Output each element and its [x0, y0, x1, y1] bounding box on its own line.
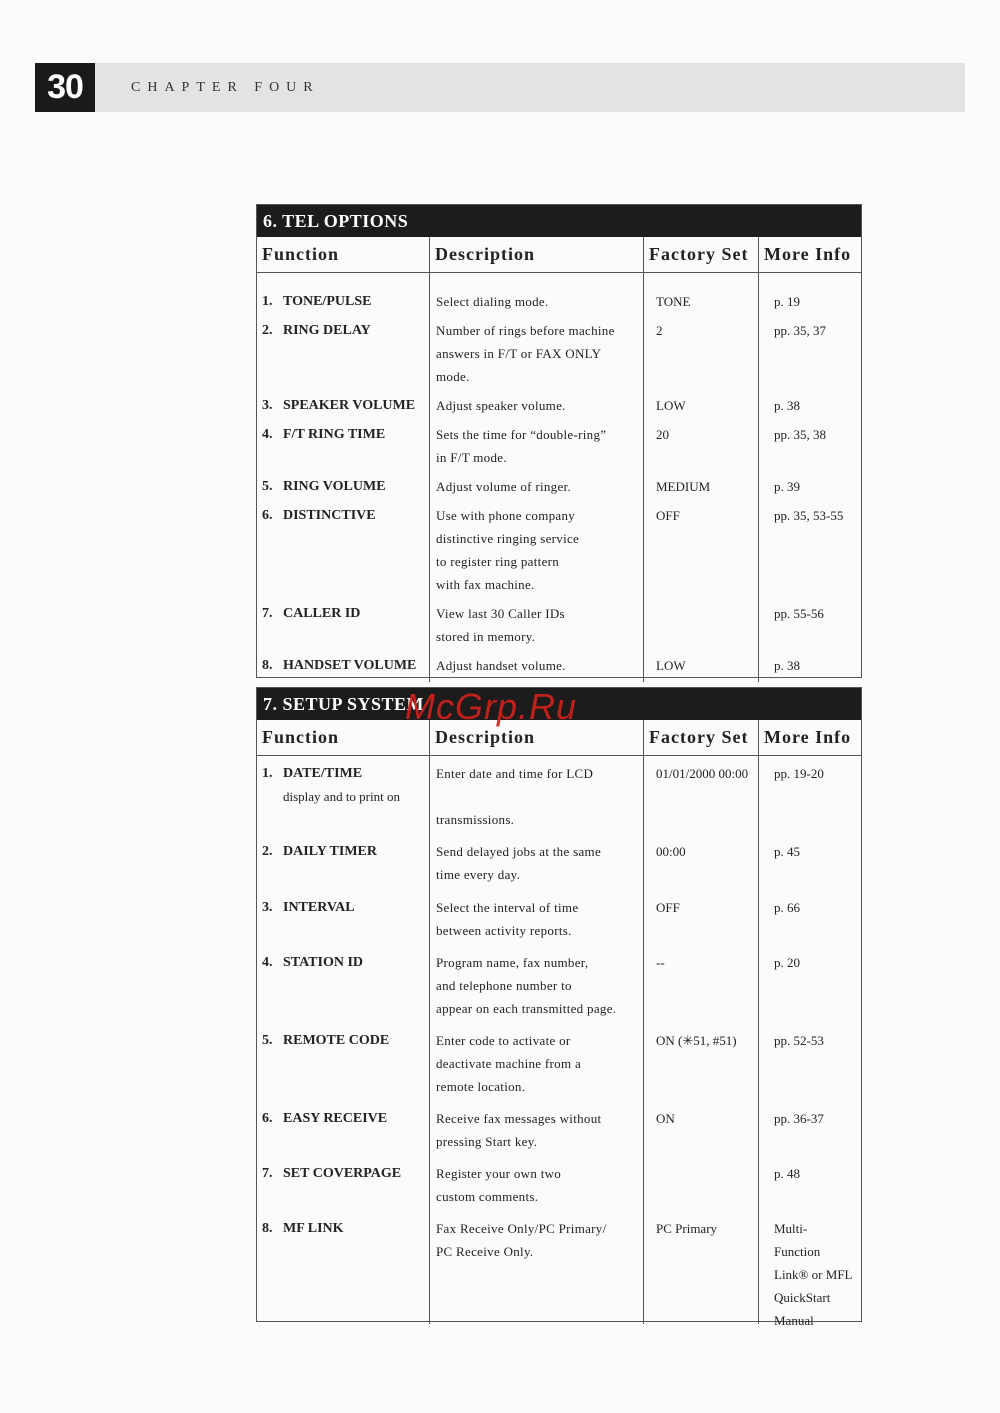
more-info-line: Multi-: [774, 1221, 808, 1236]
description-line: Enter date and time for LCD: [436, 766, 594, 781]
description-line: Enter code to activate or: [436, 1033, 571, 1048]
description-line: pressing Start key.: [436, 1134, 538, 1149]
function-cell: [257, 1217, 430, 1332]
function-cell: [257, 1107, 430, 1153]
description-cell: [430, 290, 644, 313]
factory-set-cell: LOW: [656, 658, 686, 673]
col-factory-set: Factory Set: [644, 237, 759, 272]
more-info-line: p. 19: [774, 294, 800, 309]
more-info-cell: [759, 654, 861, 677]
description-line: Fax Receive Only/PC Primary/: [436, 1221, 607, 1236]
more-info-line: Manual: [774, 1313, 814, 1328]
more-info-line: p. 20: [774, 955, 800, 970]
description-line: with fax machine.: [436, 577, 535, 592]
more-info-line: QuickStart: [774, 1290, 831, 1305]
row-number: 6.: [262, 1111, 273, 1126]
description-line: mode.: [436, 369, 470, 384]
row-number: 4.: [262, 427, 273, 442]
table-header: [257, 237, 861, 273]
factory-set-cell: ON: [656, 1111, 675, 1126]
row-number: 8.: [262, 1221, 273, 1236]
description-cell: [430, 762, 644, 831]
function-name: INTERVAL: [283, 900, 355, 915]
more-info-line: p. 48: [774, 1166, 800, 1181]
table-row: [257, 602, 861, 648]
factory-set-cell: 20: [656, 427, 669, 442]
factory-set-cell: ON (✳51, #51): [656, 1033, 737, 1048]
col-description: Description: [430, 720, 644, 755]
description-line: Adjust volume of ringer.: [436, 479, 572, 494]
description-cell: [430, 840, 644, 886]
factory-set-cell: 00:00: [656, 844, 686, 859]
table-title: 7. SETUP SYSTEM: [257, 688, 861, 720]
description-line: PC Receive Only.: [436, 1244, 534, 1259]
description-cell: [430, 602, 644, 648]
table-title: 6. TEL OPTIONS: [257, 205, 861, 237]
description-line: to register ring pattern: [436, 554, 560, 569]
function-name: STATION ID: [283, 955, 364, 970]
description-cell: [430, 504, 644, 596]
more-info-cell: [759, 319, 861, 388]
function-cell: [257, 475, 430, 498]
factory-set-cell: [644, 602, 759, 648]
description-cell: [430, 654, 644, 677]
description-line: answers in F/T or FAX ONLY: [436, 346, 602, 361]
more-info-line: pp. 52-53: [774, 1033, 824, 1048]
function-name: RING DELAY: [283, 323, 371, 338]
row-number: 1.: [262, 294, 273, 309]
function-cell: [257, 394, 430, 417]
description-line: Receive fax messages without: [436, 1111, 602, 1126]
table-row: [257, 951, 861, 1020]
description-cell: [430, 423, 644, 469]
row-number: 2.: [262, 323, 273, 338]
more-info-cell: [759, 840, 861, 886]
function-cell: [257, 319, 430, 388]
row-number: 4.: [262, 955, 273, 970]
row-number: 5.: [262, 479, 273, 494]
function-cell: [257, 504, 430, 596]
function-name: DISTINCTIVE: [283, 508, 376, 523]
function-subtext: display and to print on: [283, 789, 400, 804]
table-row: [257, 1107, 861, 1153]
table-row: [257, 762, 861, 831]
more-info-line: pp. 35, 37: [774, 323, 826, 338]
function-name: HANDSET VOLUME: [283, 658, 417, 673]
more-info-line: p. 66: [774, 900, 800, 915]
table-row: [257, 319, 861, 388]
table-row: [257, 475, 861, 498]
description-line: and telephone number to: [436, 978, 572, 993]
more-info-line: pp. 35, 53-55: [774, 508, 844, 523]
description-cell: [430, 1217, 644, 1332]
col-more-info: More Info: [764, 244, 852, 264]
description-line: Use with phone company: [436, 508, 576, 523]
description-line: stored in memory.: [436, 629, 536, 644]
col-function: Function: [257, 237, 430, 272]
table-row: [257, 1217, 861, 1332]
description-line: time every day.: [436, 867, 521, 882]
description-line: Adjust speaker volume.: [436, 398, 566, 413]
table-body: [257, 756, 861, 1328]
more-info-line: pp. 35, 38: [774, 427, 826, 442]
description-line: Adjust handset volume.: [436, 658, 566, 673]
table-row: [257, 840, 861, 886]
factory-set-cell: PC Primary: [656, 1221, 718, 1236]
function-name: SPEAKER VOLUME: [283, 398, 416, 413]
description-line: between activity reports.: [436, 923, 572, 938]
function-name: CALLER ID: [283, 606, 361, 621]
more-info-line: pp. 36-37: [774, 1111, 824, 1126]
row-number: 7.: [262, 606, 273, 621]
row-number: 5.: [262, 1033, 273, 1048]
factory-set-cell: TONE: [656, 294, 691, 309]
description-cell: [430, 319, 644, 388]
table-row: [257, 896, 861, 942]
more-info-cell: [759, 896, 861, 942]
description-line: deactivate machine from a: [436, 1056, 582, 1071]
more-info-cell: [759, 951, 861, 1020]
factory-set-cell: OFF: [656, 900, 680, 915]
more-info-line: p. 39: [774, 479, 800, 494]
more-info-cell: [759, 1029, 861, 1098]
description-cell: [430, 475, 644, 498]
more-info-cell: [759, 1162, 861, 1208]
description-line: [436, 785, 644, 808]
page-number: 30: [35, 63, 95, 112]
more-info-cell: [759, 602, 861, 648]
description-line: Select dialing mode.: [436, 294, 549, 309]
watermark: McGrp.Ru: [405, 686, 578, 727]
more-info-line: p. 45: [774, 844, 800, 859]
function-cell: [257, 654, 430, 677]
more-info-cell: [759, 762, 861, 831]
factory-set-cell: 01/01/2000 00:00: [656, 766, 749, 781]
table-row: [257, 394, 861, 417]
function-cell: [257, 840, 430, 886]
more-info-cell: [759, 1217, 861, 1332]
chapter-label: CHAPTER FOUR: [131, 80, 320, 95]
function-name: EASY RECEIVE: [283, 1111, 388, 1126]
function-name: SET COVERPAGE: [283, 1166, 402, 1181]
row-number: 8.: [262, 658, 273, 673]
description-line: transmissions.: [436, 812, 515, 827]
col-function: Function: [257, 720, 430, 755]
more-info-line: p. 38: [774, 658, 800, 673]
table-row: [257, 423, 861, 469]
function-cell: [257, 602, 430, 648]
function-cell: [257, 951, 430, 1020]
row-number: 3.: [262, 900, 273, 915]
function-cell: [257, 290, 430, 313]
function-cell: [257, 1029, 430, 1098]
more-info-line: pp. 19-20: [774, 766, 824, 781]
description-cell: [430, 1029, 644, 1098]
row-number: 2.: [262, 844, 273, 859]
description-line: appear on each transmitted page.: [436, 1001, 617, 1016]
factory-set-cell: LOW: [656, 398, 686, 413]
description-line: custom comments.: [436, 1189, 539, 1204]
function-cell: [257, 423, 430, 469]
more-info-cell: [759, 423, 861, 469]
function-name: TONE/PULSE: [283, 294, 372, 309]
description-line: Register your own two: [436, 1166, 562, 1181]
more-info-cell: [759, 290, 861, 313]
function-name: MF LINK: [283, 1221, 344, 1236]
more-info-cell: [759, 504, 861, 596]
function-name: DATE/TIME: [283, 766, 363, 781]
description-line: Number of rings before machine: [436, 323, 615, 338]
table-row: [257, 504, 861, 596]
more-info-line: Function: [774, 1244, 821, 1259]
description-line: in F/T mode.: [436, 450, 507, 465]
factory-set-cell: OFF: [656, 508, 680, 523]
function-cell: [257, 762, 430, 831]
table-body: [257, 273, 861, 682]
function-name: F/T RING TIME: [283, 427, 386, 442]
table-row: [257, 290, 861, 313]
factory-set-cell: --: [656, 955, 665, 970]
description-cell: [430, 1162, 644, 1208]
more-info-cell: [759, 475, 861, 498]
description-line: View last 30 Caller IDs: [436, 606, 565, 621]
function-name: REMOTE CODE: [283, 1033, 390, 1048]
more-info-cell: [759, 394, 861, 417]
factory-set-cell: MEDIUM: [656, 479, 711, 494]
description-line: distinctive ringing service: [436, 531, 580, 546]
description-line: Select the interval of time: [436, 900, 579, 915]
row-number: 7.: [262, 1166, 273, 1181]
row-number: 1.: [262, 766, 273, 781]
more-info-line: p. 38: [774, 398, 800, 413]
function-cell: [257, 1162, 430, 1208]
more-info-line: Link® or MFL: [774, 1267, 853, 1282]
description-cell: [430, 1107, 644, 1153]
more-info-cell: [759, 1107, 861, 1153]
setup-system-table: [256, 687, 862, 1328]
more-info-line: pp. 55-56: [774, 606, 824, 621]
col-factory-set: Factory Set: [644, 720, 759, 755]
description-cell: [430, 394, 644, 417]
factory-set-cell: 2: [656, 323, 663, 338]
tel-options-table: [256, 204, 862, 678]
table-row: [257, 1029, 861, 1098]
function-name: RING VOLUME: [283, 479, 386, 494]
function-name: DAILY TIMER: [283, 844, 378, 859]
description-cell: [430, 951, 644, 1020]
row-number: 3.: [262, 398, 273, 413]
description-cell: [430, 896, 644, 942]
col-description: Description: [430, 237, 644, 272]
table-row: [257, 1162, 861, 1208]
description-line: Program name, fax number,: [436, 955, 589, 970]
row-number: 6.: [262, 508, 273, 523]
table-row: [257, 654, 861, 677]
description-line: Send delayed jobs at the same: [436, 844, 602, 859]
description-line: remote location.: [436, 1079, 526, 1094]
col-more-info: More Info: [764, 727, 852, 747]
factory-set-cell: [644, 1162, 759, 1208]
description-line: Sets the time for “double-ring”: [436, 427, 607, 442]
function-cell: [257, 896, 430, 942]
